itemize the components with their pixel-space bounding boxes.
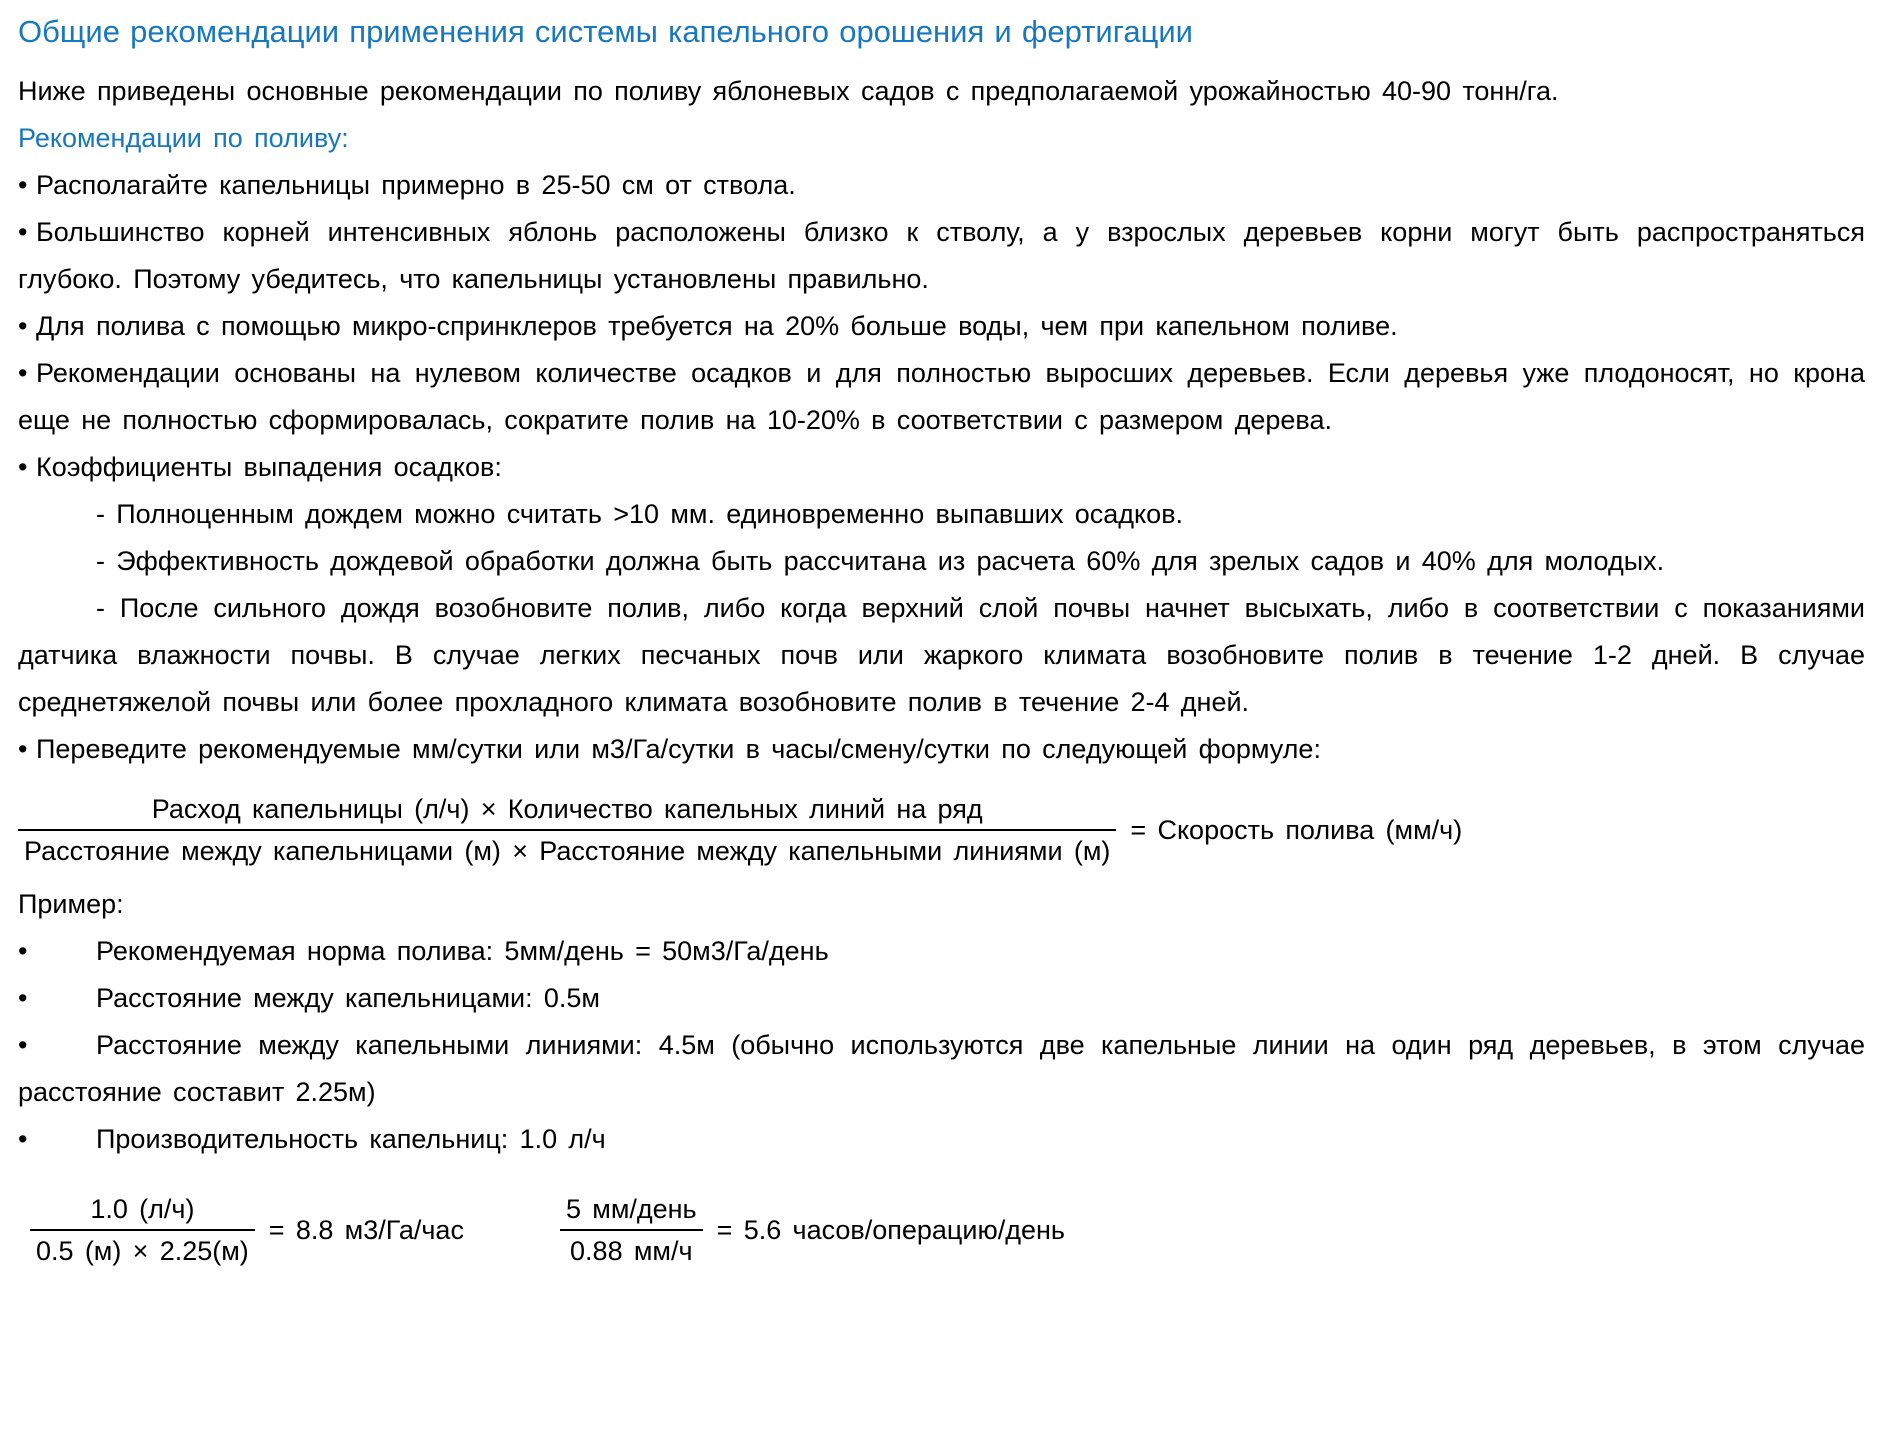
rain-note: - Эффективность дождевой обработки должна быть рассчитана из расчета 60% для зрелых садов и 40% для молодых. (96, 546, 1665, 576)
formula-numerator: 5 мм/день (565, 1194, 697, 1224)
bullet-item (18, 162, 1865, 209)
example-text: Расстояние между капельными линиями: 4.5м (обычно используются две капельные линии на один ряд деревьев, в этом случае расстояние составит 2.25м) (18, 1030, 1865, 1107)
bullet-marker: • (18, 1030, 28, 1060)
formula-result: = Скорость полива (мм/ч) (1130, 814, 1463, 845)
irrigation-rate-formula (18, 789, 1865, 871)
formula-fraction (30, 1189, 255, 1271)
formula-fraction (18, 789, 1116, 871)
bullet-item (18, 726, 1865, 773)
formula-denominator: 0.5 (м) × 2.25(м) (30, 1229, 255, 1271)
formula-numerator: Расход капельницы (л/ч) × Количество капельных линий на ряд (151, 794, 983, 824)
formula-result: = 5.6 часов/операцию/день (716, 1214, 1065, 1245)
example-heading: Пример: (18, 889, 124, 919)
example-text: Производительность капельниц: 1.0 л/ч (96, 1124, 606, 1154)
calculation-formulas (30, 1189, 1865, 1271)
formula-numerator: 1.0 (л/ч) (90, 1194, 195, 1224)
bullet-marker: • (18, 936, 28, 966)
rain-note: - После сильного дождя возобновите полив, либо когда верхний слой почвы начнет высыхать, либо в соответствии с показаниями датчика влажности почвы. В случае легких песчаных почв или жаркого климата возобновите полив в течение 1-2 дней. В случае среднетяжелой почвы или более прохладного климата возобновите полив в течение 2-4 дней. (18, 593, 1865, 717)
bullet-text: Располагайте капельницы примерно в 25-50 см от ствола. (36, 170, 796, 200)
example-text: Расстояние между капельницами: 0.5м (96, 983, 600, 1013)
flow-calculation-formula (30, 1189, 464, 1271)
formula-denominator: Расстояние между капельницами (м) × Расстояние между капельными линиями (м) (18, 829, 1116, 871)
example-item (18, 928, 1865, 975)
bullet-text: Большинство корней интенсивных яблонь расположены близко к стволу, а у взрослых деревьев корни могут быть распространяться глубоко. Поэтому убедитесь, что капельницы установлены правильно. (18, 217, 1865, 294)
bullet-marker: • (18, 983, 28, 1013)
example-item (18, 1116, 1865, 1163)
bullet-marker: • (18, 452, 28, 482)
bullet-marker: • (18, 734, 28, 764)
intro-paragraph: Ниже приведены основные рекомендации по поливу яблоневых садов с предполагаемой урожайностью 40-90 тонн/га. (18, 76, 1559, 106)
example-item (18, 975, 1865, 1022)
example-text: Рекомендуемая норма полива: 5мм/день = 50м3/Га/день (96, 936, 829, 966)
bullet-text: Для полива с помощью микро-спринклеров требуется на 20% больше воды, чем при капельном поливе. (36, 311, 1398, 341)
bullet-marker: • (18, 170, 28, 200)
example-item (18, 1022, 1865, 1116)
bullet-item (18, 350, 1865, 444)
formula-result: = 8.8 м3/Га/час (268, 1214, 464, 1245)
page-title: Общие рекомендации применения системы капельного орошения и фертигации (18, 14, 1193, 49)
formula-denominator: 0.88 мм/ч (560, 1229, 703, 1271)
time-calculation-formula (560, 1189, 1065, 1271)
bullet-marker: • (18, 311, 28, 341)
bullet-item (18, 303, 1865, 350)
bullet-marker: • (18, 358, 28, 388)
bullet-item (18, 444, 1865, 491)
bullet-text: Коэффициенты выпадения осадков: (36, 452, 502, 482)
bullet-text: Рекомендации основаны на нулевом количестве осадков и для полностью выросших деревьев. Если деревья уже плодоносят, но крона еще не полностью сформировалась, сократите полив на 10-20% в соответствии с размером дерева. (18, 358, 1865, 435)
section-heading: Рекомендации по поливу: (18, 123, 349, 153)
bullet-marker: • (18, 217, 28, 247)
bullet-text: Переведите рекомендуемые мм/сутки или м3/Га/сутки в часы/смену/сутки по следующей формуле: (36, 734, 1321, 764)
formula-fraction (560, 1189, 703, 1271)
bullet-marker: • (18, 1124, 28, 1154)
bullet-item (18, 209, 1865, 303)
rain-note: - Полноценным дождем можно считать >10 мм. единовременно выпавших осадков. (96, 499, 1184, 529)
